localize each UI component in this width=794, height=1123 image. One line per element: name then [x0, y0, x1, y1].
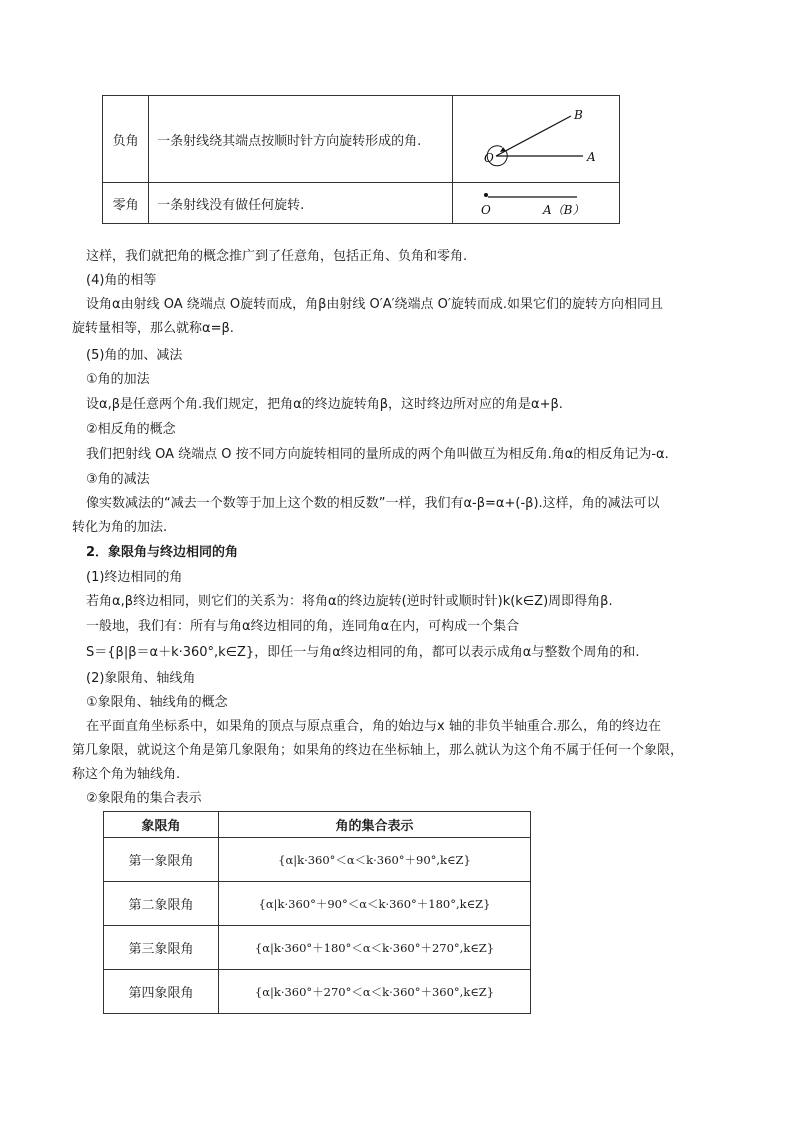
table-row: [103, 96, 620, 183]
column-header: 角的集合表示: [219, 812, 531, 838]
paragraph-line: S＝{β|β＝α＋k·360°,k∈Z}，即任一与角α终边相同的角，都可以表示成角α与整数个周角的和.: [86, 645, 640, 660]
paragraph-line: 若角α,β终边相同，则它们的关系为：将角α的终边旋转(逆时针或顺时针)k(k∈Z)周即得角β.: [86, 594, 613, 609]
negative-angle-figure: [452, 96, 619, 183]
set-expression: {α|k·360°＋90°＜α＜k·360°＋180°,k∈Z}: [219, 882, 531, 926]
paragraph-line: 像实数减法的“减去一个数等于加上这个数的相反数”一样，我们有α-β=α+(-β).这样，角的减法可以: [86, 496, 660, 511]
label-o: O: [483, 151, 494, 165]
paragraph-line: 称这个角为轴线角.: [72, 767, 181, 782]
paragraph-line: 设α,β是任意两个角.我们规定，把角α的终边旋转角β，这时终边所对应的角是α+β.: [86, 397, 563, 412]
paragraph-line: 第几象限，就说这个角是第几象限角；如果角的终边在坐标轴上，那么就认为这个角不属于任何一个象限，: [72, 743, 684, 758]
subsection-heading: ③角的减法: [86, 472, 150, 487]
set-expression: {α|k·360°＋270°＜α＜k·360°＋360°,k∈Z}: [219, 970, 531, 1014]
table-row: [104, 838, 531, 882]
paragraph-line: 设角α由射线 OA 绕端点 O旋转而成，角β由射线 O′A′绕端点 O′旋转而成.如果它们的旋转方向相同且: [86, 297, 664, 312]
label-a: A: [586, 150, 596, 164]
section-heading: 2．象限角与终边相同的角: [86, 545, 239, 560]
quadrant-name: 第四象限角: [104, 970, 219, 1014]
paragraph-line: 旋转量相等，那么就称α=β.: [72, 321, 234, 336]
column-header: 象限角: [104, 812, 219, 838]
table-row: [104, 882, 531, 926]
set-expression: {α|k·360°＋180°＜α＜k·360°＋270°,k∈Z}: [219, 926, 531, 970]
quadrant-angle-table: [103, 811, 531, 1014]
label-b: B: [573, 108, 583, 122]
set-expression: {α|k·360°＜α＜k·360°＋90°,k∈Z}: [219, 838, 531, 882]
label-o: O: [480, 203, 491, 217]
quadrant-name: 第三象限角: [104, 926, 219, 970]
subsection-heading: ②相反角的概念: [86, 422, 176, 437]
paragraph-line: 转化为角的加法.: [72, 520, 168, 535]
label-ab: A（B）: [542, 203, 585, 217]
quadrant-name: 第二象限角: [104, 882, 219, 926]
angle-name: 零角: [103, 183, 149, 224]
angle-types-table: [102, 95, 620, 224]
paragraph-line: 一般地，我们有：所有与角α终边相同的角，连同角α在内，可构成一个集合: [86, 619, 520, 634]
section-heading: (4)角的相等: [86, 273, 157, 288]
paragraph-line: 我们把射线 OA 绕端点 O 按不同方向旋转相同的量所成的两个角叫做互为相反角.角α的相反角记为-α.: [86, 447, 669, 462]
paragraph-line: 这样，我们就把角的概念推广到了任意角，包括正角、负角和零角.: [86, 249, 468, 264]
angle-description: 一条射线没有做任何旋转.: [149, 183, 453, 224]
quadrant-name: 第一象限角: [104, 838, 219, 882]
table-header-row: [104, 812, 531, 838]
angle-name: 负角: [103, 96, 149, 183]
table-row: [104, 970, 531, 1014]
zero-angle-figure: [452, 183, 619, 224]
table-row: [103, 183, 620, 224]
subsection-heading: ②象限角的集合表示: [86, 791, 202, 806]
subsection-heading: ①象限角、轴线角的概念: [86, 695, 228, 710]
section-heading: (1)终边相同的角: [86, 570, 183, 585]
table-row: [104, 926, 531, 970]
angle-description: 一条射线绕其端点按顺时针方向旋转形成的角.: [149, 96, 453, 183]
section-heading: (5)角的加、减法: [86, 348, 183, 363]
section-heading: (2)象限角、轴线角: [86, 671, 196, 686]
subsection-heading: ①角的加法: [86, 372, 150, 387]
paragraph-line: 在平面直角坐标系中，如果角的顶点与原点重合，角的始边与x 轴的非负半轴重合.那么，角的终边在: [86, 719, 661, 734]
